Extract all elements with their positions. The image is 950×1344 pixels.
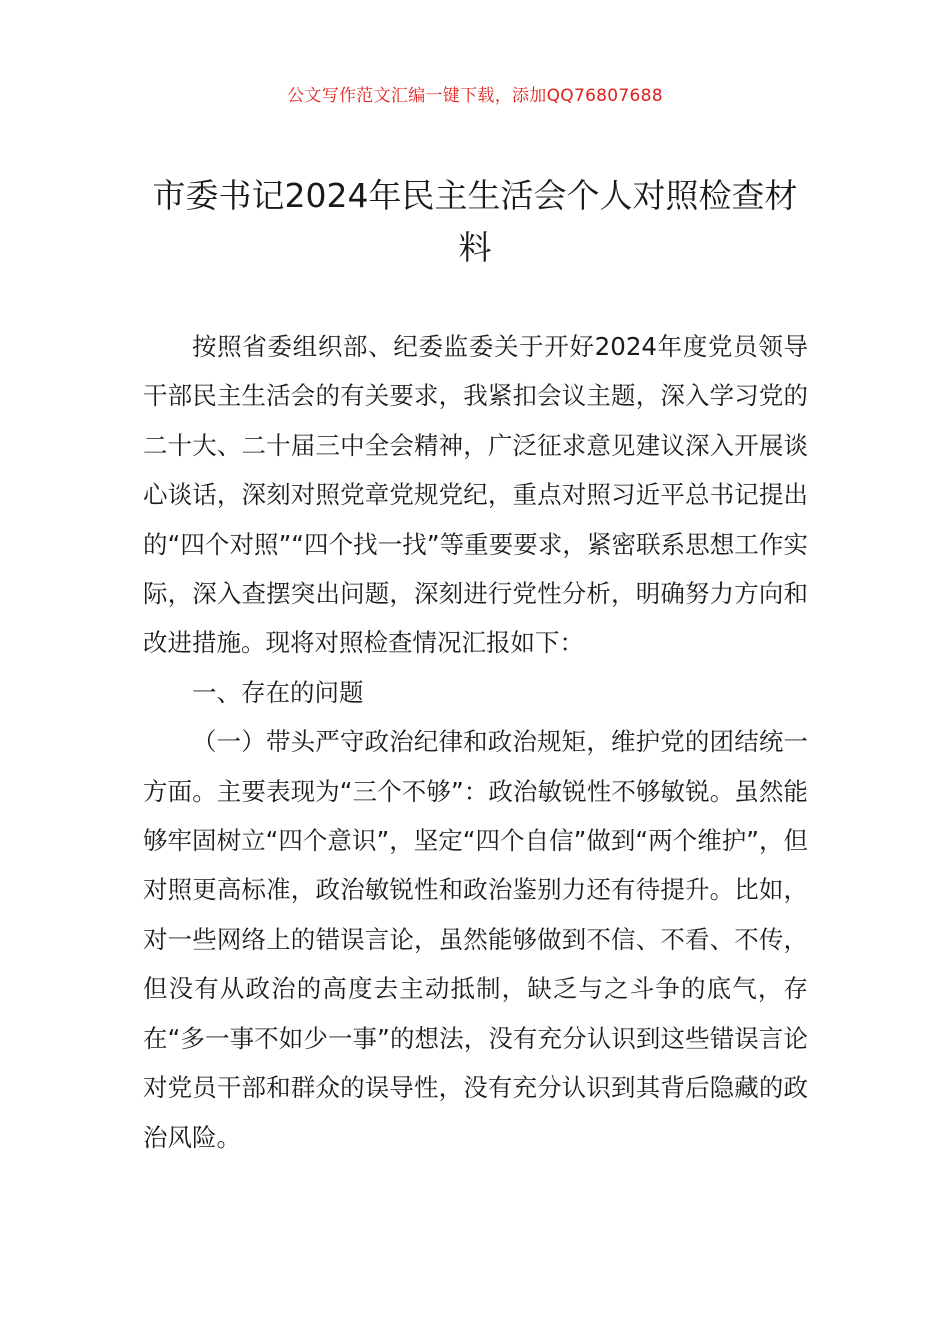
header-download-note: 公文写作范文汇编一键下载，添加QQ76807688 [287, 86, 663, 106]
subsection-paragraph: （一）带头严守政治纪律和政治规矩，维护党的团结统一方面。主要表现为“三个不够”：政治敏锐性不够敏锐。虽然能够牢固树立“四个意识”，坚定“四个自信”做到“两个维护”，但对照更高标准，政治敏锐性和政治鉴别力还有待提升。比如，对一些网络上的错误言论，虽然能够做到不信、不看、不传，但没有从政治的高度去主动抵制，缺乏与之斗争的底气，存在“多一事不如少一事”的想法，没有充分认识到这些错误言论对党员干部和群众的误导性，没有充分认识到其背后隐藏的政治风险。 [143, 727, 808, 1152]
document-body [143, 322, 808, 1162]
document-title: 市委书记2024年民主生活会个人对照检查材料 [152, 176, 798, 267]
intro-paragraph: 按照省委组织部、纪委监委关于开好2024年度党员领导干部民主生活会的有关要求，我紧扣会议主题，深入学习党的二十大、二十届三中全会精神，广泛征求意见建议深入开展谈心谈话，深刻对照党章党规党纪，重点对照习近平总书记提出的“四个对照”“四个找一找”等重要要求，紧密联系思想工作实际，深入查摆突出问题，深刻进行党性分析，明确努力方向和改进措施。现将对照检查情况汇报如下： [143, 332, 808, 658]
section-heading: 一、存在的问题 [192, 677, 364, 707]
